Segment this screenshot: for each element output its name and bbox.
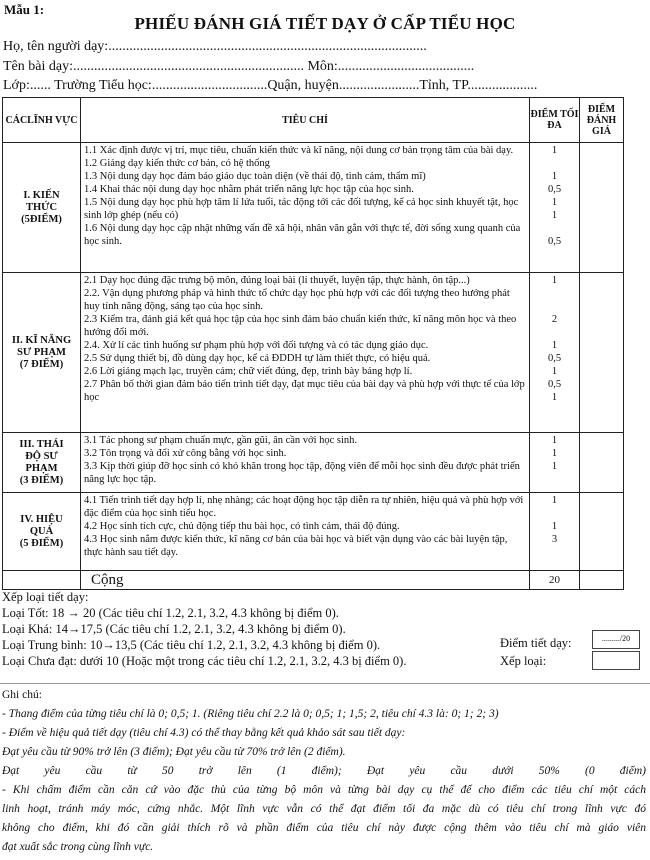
notes (2, 686, 646, 857)
table-row (3, 273, 624, 433)
score-input-effectiveness[interactable] (580, 493, 624, 571)
note-line: Đạt yêu cầu từ 50 trở lên (1 điểm); Đạt yêu cầu dưới 50% (0 điểm) (2, 765, 646, 777)
notes-heading: Ghi chú: (2, 689, 42, 701)
max-scores-knowledge: 1 1 0,5 1 1 0,5 (530, 143, 580, 273)
note-line: - Thang điểm của từng tiêu chí là 0; 0,5; 1. (Riêng tiêu chí 2.2 là 0; 0,5; 1; 1,5; 2, tiêu chí 4.3 là: 0; 1; 2; 3) (2, 708, 499, 720)
score-label: Điểm tiết dạy: (500, 636, 572, 650)
criteria-effectiveness: 4.1 Tiến trình tiết dạy hợp lí, nhẹ nhàng; các hoạt động học tập diễn ra tự nhiên, hiệu quả và phù hợp với đặc điểm của học sinh tiểu học. 4.2 Học sinh tích cực, chủ động tiếp thu bài học, có tình cảm, thái độ đúng. 4.3 Học sinh nắm được kiến thức, kĩ năng cơ bản của bài học và biết vận dụng vào các bài luyện tập, thực hành sau tiết dạy. (81, 493, 530, 571)
category-teaching-skills: II. KĨ NĂNG SƯ PHẠM (7 ĐIỂM) (3, 273, 81, 433)
header-category: CÁCLĨNH VỰC (3, 98, 81, 143)
criteria-teaching-skills: 2.1 Dạy học đúng đặc trưng bộ môn, đúng loại bài (lí thuyết, luyện tập, thực hành, ôn tập...) 2.2. Vận dụng phương pháp và hình thức tổ chức dạy học phù hợp với các đối tượng theo hướng phát huy tính năng động, sáng tạo của học sinh. 2.3 Kiểm tra, đánh giá kết quả học tập của học sinh đảm bảo chuẩn kiến thức, kĩ năng môn học và theo hướng đổi mới. 2.4. Xử lí các tình huống sư phạm phù hợp với đối tượng và có tác dụng giáo dục. 2.5 Sử dụng thiết bị, đồ dùng dạy học, kể cả ĐDDH tự làm thiết thực, có hiệu quả. 2.6 Lời giảng mạch lạc, truyền cảm; chữ viết đúng, đẹp, trình bày bảng hợp lí. 2.7 Phân bố thời gian đảm bảo tiến trình tiết dạy, đạt mục tiêu của bài dạy và phù hợp với thực tế của lớp học (81, 273, 530, 433)
note-line: - Khi chấm điểm cần căn cứ vào đặc thù của từng bộ môn và từng bài dạy cụ thể để cho điểm các tiêu chí một cách (2, 784, 646, 796)
rank-good: Loại Tốt: 18 → 20 (Các tiêu chí 1.2, 2.1, 3.2, 4.3 không bị điểm 0). (2, 606, 339, 620)
table-row (3, 143, 624, 273)
score-input-attitude[interactable] (580, 433, 624, 493)
note-line: đạt xuất sắc trong cùng lĩnh vực. (2, 841, 154, 853)
total-row (3, 571, 624, 590)
total-score-input[interactable] (580, 571, 624, 590)
total-max: 20 (530, 571, 580, 590)
rank-box[interactable] (592, 651, 640, 670)
note-line: linh hoạt, tránh máy móc, cứng nhắc. Một lĩnh vực vẫn có thể đạt điểm tối đa mặc dù có tiêu chí trong lĩnh vực đó (2, 803, 646, 815)
score-input-teaching-skills[interactable] (580, 273, 624, 433)
score-box[interactable] (592, 630, 640, 649)
max-scores-effectiveness: 1 1 3 (530, 493, 580, 571)
max-scores-attitude: 1 1 1 (530, 433, 580, 493)
page-title: PHIẾU ĐÁNH GIÁ TIẾT DẠY Ở CẤP TIỂU HỌC (134, 14, 516, 33)
note-line: không cho điểm, khi đó cần giải thích rõ và phần điểm của tiêu chí này được cộng thêm vào tiêu chí mà giáo viên (2, 822, 646, 834)
note-line: - Điểm về hiệu quả tiết dạy (tiêu chí 4.3) có thể thay bằng kết quả khảo sát sau tiết dạy: (2, 727, 406, 739)
table-row (3, 493, 624, 571)
divider (0, 683, 650, 684)
criteria-knowledge: 1.1 Xác định được vị trí, mục tiêu, chuẩn kiến thức và kĩ năng, nội dung cơ bản trọng tâm của bài dạy. 1.2 Giảng dạy kiến thức cơ bản, có hệ thống 1.3 Nội dung dạy học đảm bảo giáo dục toàn diện (về thái độ, tình cảm, thẩm mĩ) 1.4 Khai thác nội dung dạy học nhằm phát triển năng lực học tập của học sinh. 1.5 Nội dung dạy học phù hợp tâm lí lứa tuổi, tác động tới các đối tượng, kể cả học sinh khuyết tật, học sinh lớp ghép (nếu có) 1.6 Nội dung dạy học cập nhật những vấn đề xã hội, nhân văn gắn với thực tế, đời sống xung quanh của học sinh. (81, 143, 530, 273)
category-attitude: III. THÁI ĐỘ SƯ PHẠM (3 ĐIỂM) (3, 433, 81, 493)
max-scores-teaching-skills: 1 2 1 0,5 1 0,5 1 (530, 273, 580, 433)
header-criteria: TIÊU CHÍ (81, 98, 530, 143)
teacher-name-field[interactable]: Họ, tên người dạy:........................................................................................... (3, 39, 427, 54)
score-input-knowledge[interactable] (580, 143, 624, 273)
header-score: ĐIỂM ĐÁNH GIÁ (580, 98, 624, 143)
criteria-attitude: 3.1 Tác phong sư phạm chuẩn mực, gần gũi, ân cần với học sinh. 3.2 Tôn trọng và đối xử công bằng với học sinh. 3.3 Kịp thời giúp đỡ học sinh có khó khăn trong học tập, động viên để mỗi học sinh đều được phát triển năng lực học tập. (81, 433, 530, 493)
header-max-score: ĐIỂM TỐI ĐA (530, 98, 580, 143)
table-header-row (3, 98, 624, 143)
form-code: Mẫu 1: (4, 2, 45, 17)
rank-label: Xếp loại: (500, 654, 547, 668)
note-line: Đạt yêu cầu từ 90% trở lên (3 điểm); Đạt yêu cầu từ 70% trở lên (2 điểm). (2, 746, 346, 758)
rank-poor: Loại Chưa đạt: dưới 10 (Hoặc một trong các tiêu chí 1.2, 2.1, 3.2, 4.3 bị điểm 0). (2, 654, 407, 668)
lesson-subject-field[interactable]: Tên bài dạy:.................................................................. Môn:....................................... (3, 59, 475, 74)
class-school-field[interactable]: Lớp:...... Trường Tiểu học:.................................Quận, huyện.......................Tỉnh, TP.................... (3, 78, 538, 93)
table-row (3, 433, 624, 493)
score-value: ........./20 (601, 634, 631, 643)
evaluation-table (2, 97, 624, 590)
category-knowledge: I. KIẾN THỨC (5ĐIỂM) (3, 143, 81, 273)
classification-heading: Xếp loại tiết dạy: (2, 590, 89, 604)
rank-average: Loại Trung bình: 10→13,5 (Các tiêu chí 1.2, 2.1, 3.2, 4.3 không bị điểm 0). (2, 638, 381, 652)
category-effectiveness: IV. HIỆU QUẢ (5 ĐIỂM) (3, 493, 81, 571)
total-label: Cộng (81, 571, 530, 590)
rank-fair: Loại Khá: 14→17,5 (Các tiêu chí 1.2, 2.1, 3.2, 4.3 không bị điểm 0). (2, 622, 346, 636)
